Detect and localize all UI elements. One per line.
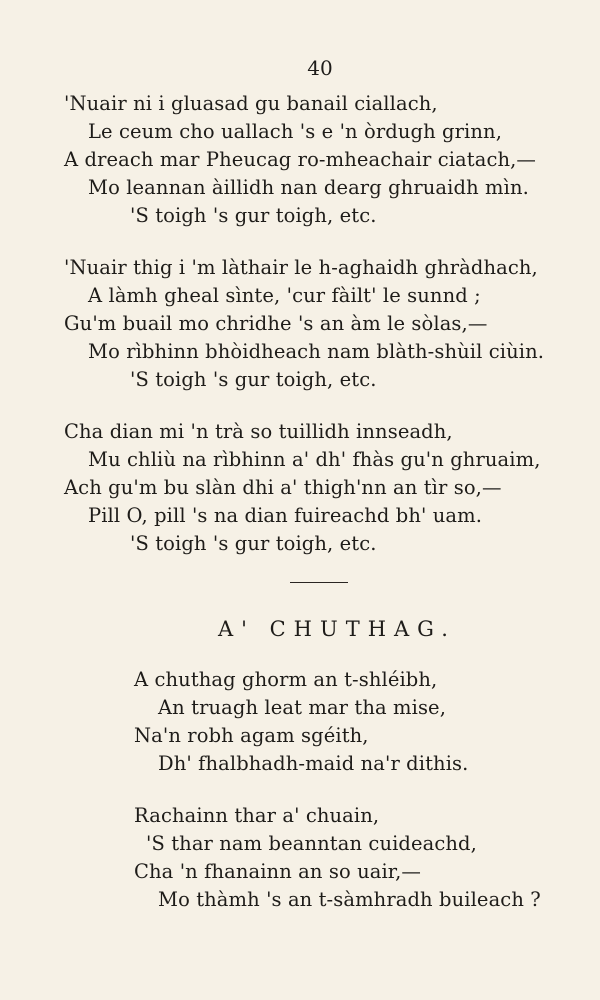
refrain-line: 'S toigh 's gur toigh, etc.: [130, 368, 377, 391]
poem-line: 'S thar nam beanntan cuideachd,: [146, 832, 477, 855]
poem-line: Gu'm buail mo chridhe 's an àm le sòlas,—: [64, 312, 488, 335]
poem-line: Pill O, pill 's na dian fuireachd bh' uam.: [88, 504, 483, 527]
poem-line: Rachainn thar a' chuain,: [134, 804, 380, 827]
poem-line: 'Nuair ni i gluasad gu banail ciallach,: [64, 92, 438, 115]
page-number: 40: [307, 56, 333, 80]
poem-line: Cha 'n fhanainn an so uair,—: [134, 860, 421, 883]
poem-line: Dh' fhalbhadh-maid na'r dithis.: [158, 752, 469, 775]
poem-line: Mo leannan àillidh nan dearg ghruaidh mìn.: [88, 176, 529, 199]
poem-line: Cha dian mi 'n trà so tuillidh innseadh,: [64, 420, 453, 443]
section-divider: [290, 582, 348, 583]
poem-line: Mu chliù na rìbhinn a' dh' fhàs gu'n ghruaim,: [88, 448, 541, 471]
poem-line: Na'n robh agam sgéith,: [134, 724, 369, 747]
poem-line: An truagh leat mar tha mise,: [158, 696, 446, 719]
poem-line: Ach gu'm bu slàn dhi a' thigh'nn an tìr so,—: [64, 476, 502, 499]
refrain-line: 'S toigh 's gur toigh, etc.: [130, 532, 377, 555]
poem-line: Mo thàmh 's an t-sàmhradh buileach ?: [158, 888, 541, 911]
refrain-line: 'S toigh 's gur toigh, etc.: [130, 204, 377, 227]
poem-line: A làmh gheal sìnte, 'cur fàilt' le sunnd ;: [88, 284, 481, 307]
poem-line: Le ceum cho uallach 's e 'n òrdugh grinn,: [88, 120, 502, 143]
poem-line: A chuthag ghorm an t-shléibh,: [134, 668, 438, 691]
poem-title: A' CHUTHAG.: [218, 617, 456, 641]
poem-line: A dreach mar Pheucag ro-mheachair ciatach,—: [64, 148, 537, 171]
poem-line: 'Nuair thig i 'm làthair le h-aghaidh ghràdhach,: [64, 256, 538, 279]
poem-line: Mo rìbhinn bhòidheach nam blàth-shùil ciùin.: [88, 340, 545, 363]
